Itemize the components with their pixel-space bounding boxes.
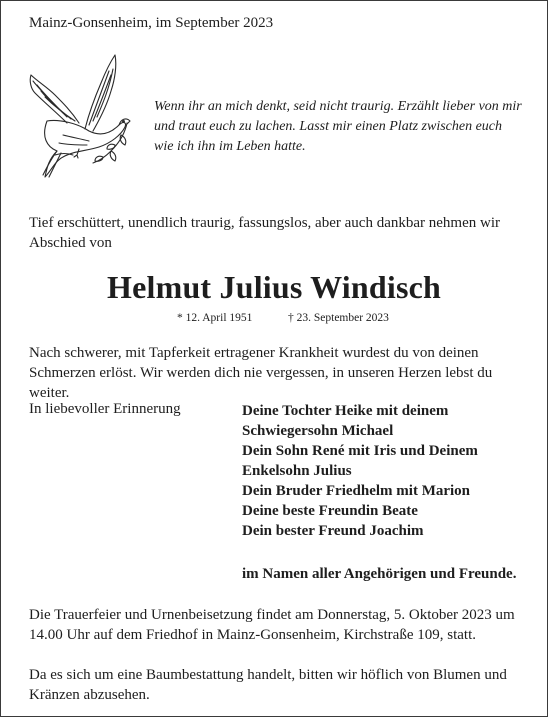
- mourner-line: Dein Sohn René mit Iris und Deinem: [242, 443, 478, 459]
- birth-date: * 12. April 1951: [177, 312, 253, 324]
- flowers-request: Da es sich um eine Baumbestattung handelt, bitten wir höflich von Blumen und Kränzen abzusehen.: [29, 667, 507, 703]
- mourners-list: [242, 401, 478, 541]
- mourner-line: Dein Bruder Friedhelm mit Marion: [242, 483, 471, 499]
- closing-line: im Namen aller Angehörigen und Freunde.: [242, 566, 517, 582]
- funeral-details: Die Trauerfeier und Urnenbeisetzung findet am Donnerstag, 5. Oktober 2023 um 14.00 Uhr auf dem Friedhof in Mainz-Gonsenheim, Kirchstraße 109, statt.: [29, 607, 515, 643]
- memorial-quote: Wenn ihr an mich denkt, seid nicht traurig. Erzählt lieber von mir und traut euch zu lachen. Lasst mir einen Platz zwischen euch wie ich ihn im Leben hatte.: [154, 99, 522, 154]
- mourner-line: Enkelsohn Julius: [242, 463, 352, 479]
- dove-with-olive-branch-icon: [27, 51, 133, 183]
- mourner-line: Deine Tochter Heike mit deinem: [242, 403, 449, 419]
- death-date: † 23. September 2023: [288, 312, 389, 324]
- mourner-line: Schwiegersohn Michael: [242, 423, 394, 439]
- intro-text: Tief erschüttert, unendlich traurig, fassungslos, aber auch dankbar nehmen wir Abschied von: [29, 215, 500, 251]
- memory-label: In liebevoller Erinnerung: [29, 401, 181, 417]
- mourner-line: Deine beste Freundin Beate: [242, 503, 418, 519]
- mourner-line: Dein bester Freund Joachim: [242, 523, 424, 539]
- place-and-date: Mainz-Gonsenheim, im September 2023: [29, 15, 274, 31]
- deceased-name: Helmut Julius Windisch: [107, 269, 441, 305]
- farewell-message: Nach schwerer, mit Tapferkeit ertragener Krankheit wurdest du von deinen Schmerzen erlöst. Wir werden dich nie vergessen, in unseren Herzen lebst du weiter.: [29, 345, 493, 401]
